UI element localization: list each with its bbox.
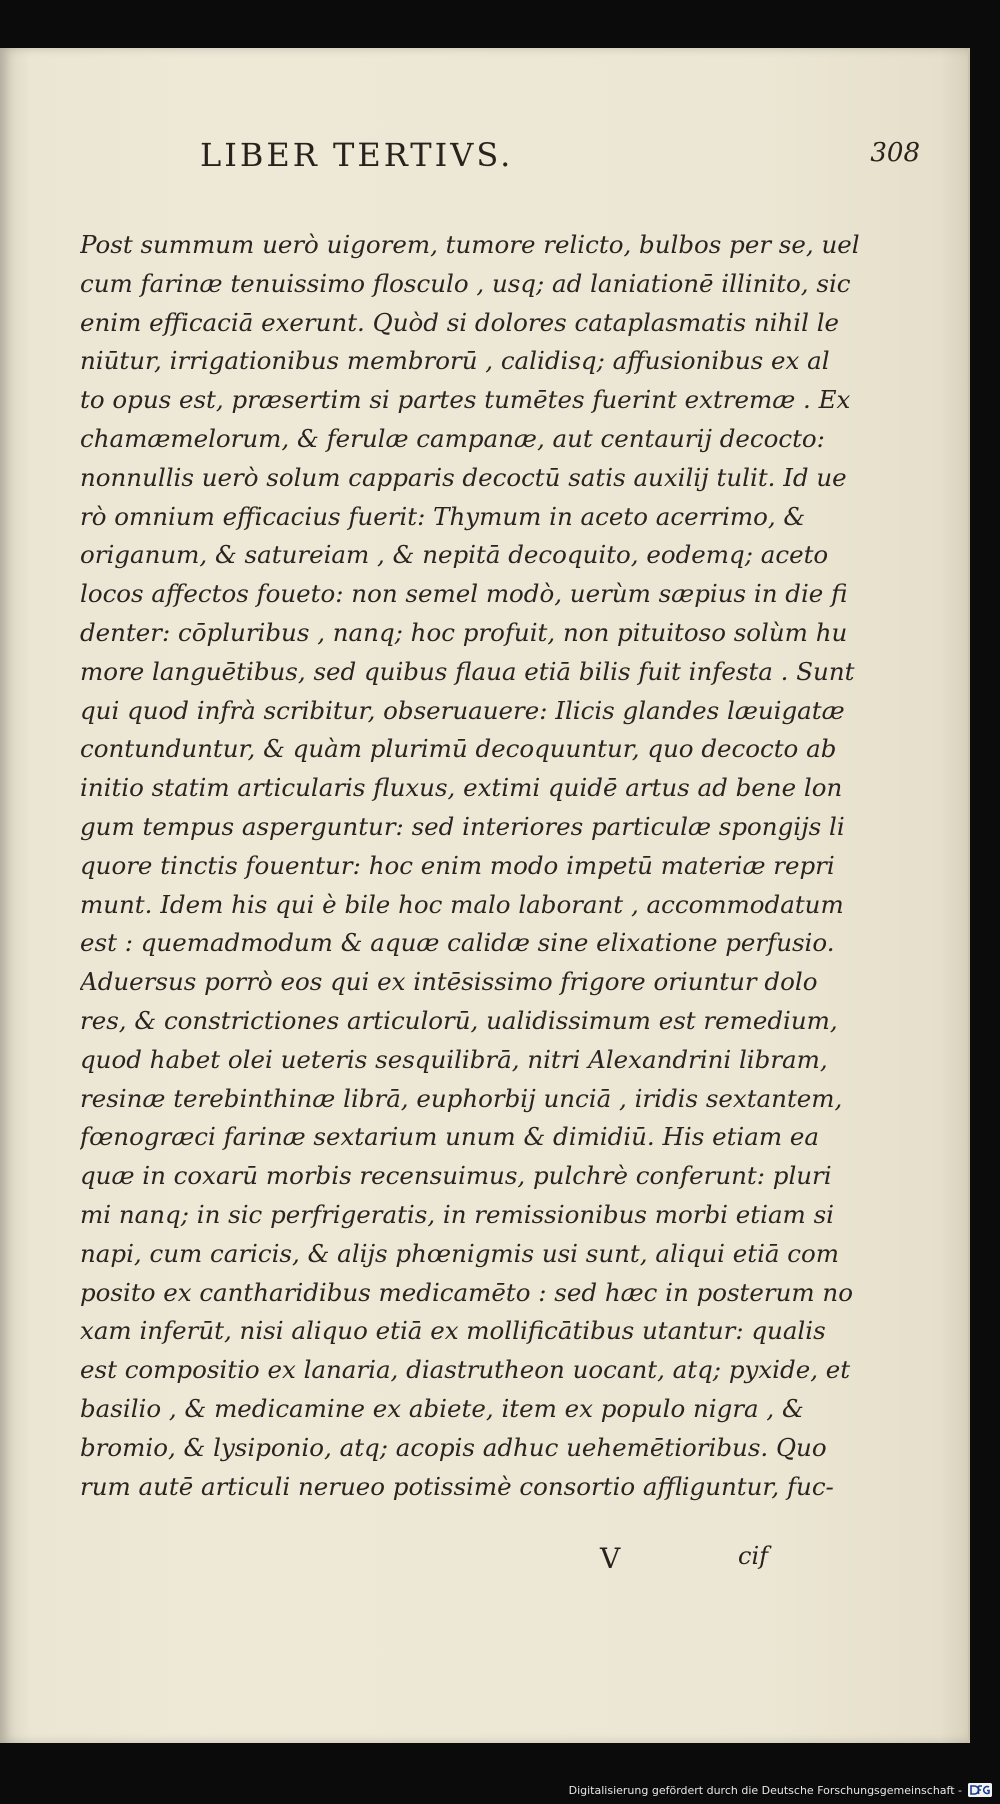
text-line: qui quod infrà scribitur, obseruauere: Ilicis glandes læuigatæ: [80, 695, 845, 725]
signature-mark: V: [600, 1542, 621, 1575]
book-page: [0, 48, 970, 1743]
page-header: [200, 136, 920, 176]
text-line: chamæmelorum, & ferulæ campanæ, aut centaurij decocto:: [80, 423, 825, 453]
text-line: cum farinæ tenuissimo flosculo , usq; ad laniationē illinito, sic: [80, 268, 851, 298]
text-line: Aduersus porrò eos qui ex intēsissimo frigore oriuntur dolo: [80, 967, 818, 997]
text-line: denter: cōpluribus , nanq; hoc profuit, non pituitoso solùm hu: [80, 617, 848, 647]
text-line: basilio , & medicamine ex abiete, item ex populo nigra , &: [80, 1393, 804, 1423]
body-text: [80, 226, 910, 1506]
dfg-logo-icon: [968, 1783, 992, 1797]
page-footer: [590, 1542, 790, 1582]
text-line: munt. Idem his qui è bile hoc malo laborant , accommodatum: [80, 889, 844, 919]
text-line: locos affectos foueto: non semel modò, uerùm sæpius in die fi: [80, 579, 848, 609]
text-line: rò omnium efficacius fuerit: Thymum in aceto acerrimo, &: [80, 501, 806, 531]
text-line: contunduntur, & quàm plurimū decoquuntur, quo decocto ab: [80, 734, 837, 764]
text-line: est : quemadmodum & aquæ calidæ sine elixatione perfusio.: [80, 928, 835, 958]
text-line: bromio, & lysiponio, atq; acopis adhuc uehemētioribus. Quo: [80, 1432, 827, 1462]
text-line: quore tinctis fouentur: hoc enim modo impetū materiæ repri: [80, 850, 835, 880]
text-line: quod habet olei ueteris sesquilibrā, nitri Alexandrini libram,: [80, 1044, 828, 1074]
text-line: mi nanq; in sic perfrigeratis, in remissionibus morbi etiam si: [80, 1199, 834, 1229]
text-line: posito ex cantharidibus medicamēto : sed hæc in posterum no: [80, 1277, 853, 1307]
credit-text: Digitalisierung gefördert durch die Deutsche Forschungsgemeinschaft -: [568, 1783, 962, 1797]
digitization-credit: [569, 1780, 992, 1800]
text-line: to opus est, præsertim si partes tumētes fuerint extremæ . Ex: [80, 385, 851, 415]
text-line: rum autē articuli nerueo potissimè consortio affliguntur, fuc-: [80, 1471, 834, 1501]
text-line: est compositio ex lanaria, diastrutheon uocant, atq; pyxide, et: [80, 1355, 851, 1385]
running-title: LIBER TERTIVS.: [200, 136, 514, 174]
text-line: quæ in coxarū morbis recensuimus, pulchrè conferunt: pluri: [80, 1161, 832, 1191]
text-line: initio statim articularis fluxus, extimi quidē artus ad bene lon: [80, 773, 843, 803]
text-line: napi, cum caricis, & alijs phœnigmis usi sunt, aliqui etiā com: [80, 1238, 839, 1268]
text-line: enim efficaciā exerunt. Quòd si dolores cataplasmatis nihil le: [80, 307, 840, 337]
text-line: fœnogræci farinæ sextarium unum & dimidiū. His etiam ea: [80, 1122, 819, 1152]
text-line: more languētibus, sed quibus flaua etiā bilis fuit infesta . Sunt: [80, 656, 855, 686]
text-line: niūtur, irrigationibus membrorū , calidisq; affusionibus ex al: [80, 346, 830, 376]
folio-number: 308: [870, 138, 920, 168]
text-line: origanum, & satureiam , & nepitā decoquito, eodemq; aceto: [80, 540, 829, 570]
text-line: resinæ terebinthinæ librā, euphorbij unciā , iridis sextantem,: [80, 1083, 843, 1113]
text-line: Post summum uerò uigorem, tumore relicto, bulbos per se, uel: [80, 230, 860, 259]
text-line: gum tempus asperguntur: sed interiores particulæ spongijs li: [80, 811, 845, 841]
catchword: cif: [738, 1542, 768, 1570]
text-line: res, & constrictiones articulorū, ualidissimum est remedium,: [80, 1005, 838, 1035]
text-line: nonnullis uerò solum capparis decoctū satis auxilij tulit. Id ue: [80, 462, 847, 492]
text-line: xam inferūt, nisi aliquo etiā ex mollificātibus utantur: qualis: [80, 1316, 826, 1346]
